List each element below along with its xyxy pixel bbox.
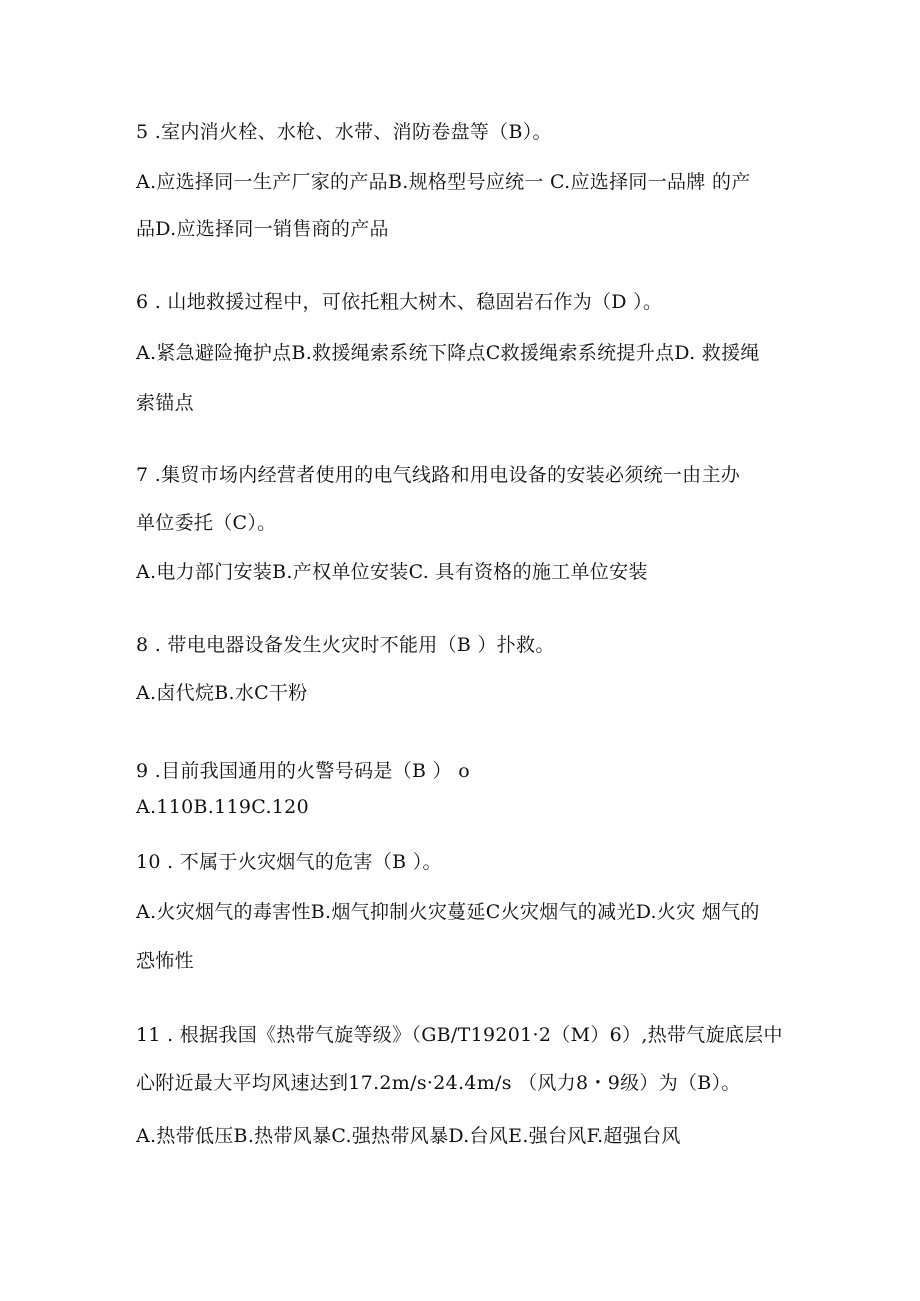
question-10-options-line-2: 恐怖性: [136, 950, 194, 972]
question-10-stem: 10 . 不属于火灾烟气的危害（B ）。: [136, 851, 442, 873]
question-10-options-line-1: A.火灾烟气的毒害性B.烟气抑制火灾蔓延C火灾烟气的减光D.火灾 烟气的: [136, 901, 760, 923]
question-11-stem-line-1: 11 . 根据我国《热带气旋等级》（GB/T19201·2（M）6）,热带气旋底层中: [136, 1024, 783, 1046]
question-9-options: A.110B.119C.120: [136, 796, 309, 818]
question-6-options-line-2: 索锚点: [136, 392, 194, 414]
question-11-stem-line-2: 心附近最大平均风速达到17.2m/s·24.4m/s （风力8・9级）为（B）。: [136, 1072, 741, 1094]
question-5-options-line-2: 品D.应选择同一销售商的产品: [136, 218, 389, 240]
question-11-options: A.热带低压B.热带风暴C.强热带风暴D.台风E.强台风F.超强台风: [136, 1125, 681, 1147]
question-6-stem: 6 . 山地救援过程中，可依托粗大树木、稳固岩石作为（D ）。: [136, 291, 663, 313]
question-7-options: A.电力部门安装B.产权单位安装C. 具有资格的施工单位安装: [136, 561, 648, 583]
question-8-stem: 8 . 带电电器设备发生火灾时不能用（B ）扑救。: [136, 634, 555, 656]
question-9-stem: 9 .目前我国通用的火警号码是（B ） o: [136, 760, 470, 782]
question-7-stem-line-2: 单位委托（C）。: [136, 512, 277, 534]
question-7-stem-line-1: 7 .集贸市场内经营者使用的电气线路和用电设备的安装必须统一由主办: [136, 464, 741, 486]
question-5-stem: 5 .室内消火栓、水枪、水带、消防卷盘等（B）。: [136, 121, 552, 143]
question-6-options-line-1: A.紧急避险掩护点B.救援绳索系统下降点C救援绳索系统提升点D. 救援绳: [136, 342, 760, 364]
question-5-options-line-1: A.应选择同一生产厂家的产品B.规格型号应统一 C.应选择同一品牌 的产: [136, 171, 751, 193]
question-8-options: A.卤代烷B.水C干粉: [136, 682, 308, 704]
